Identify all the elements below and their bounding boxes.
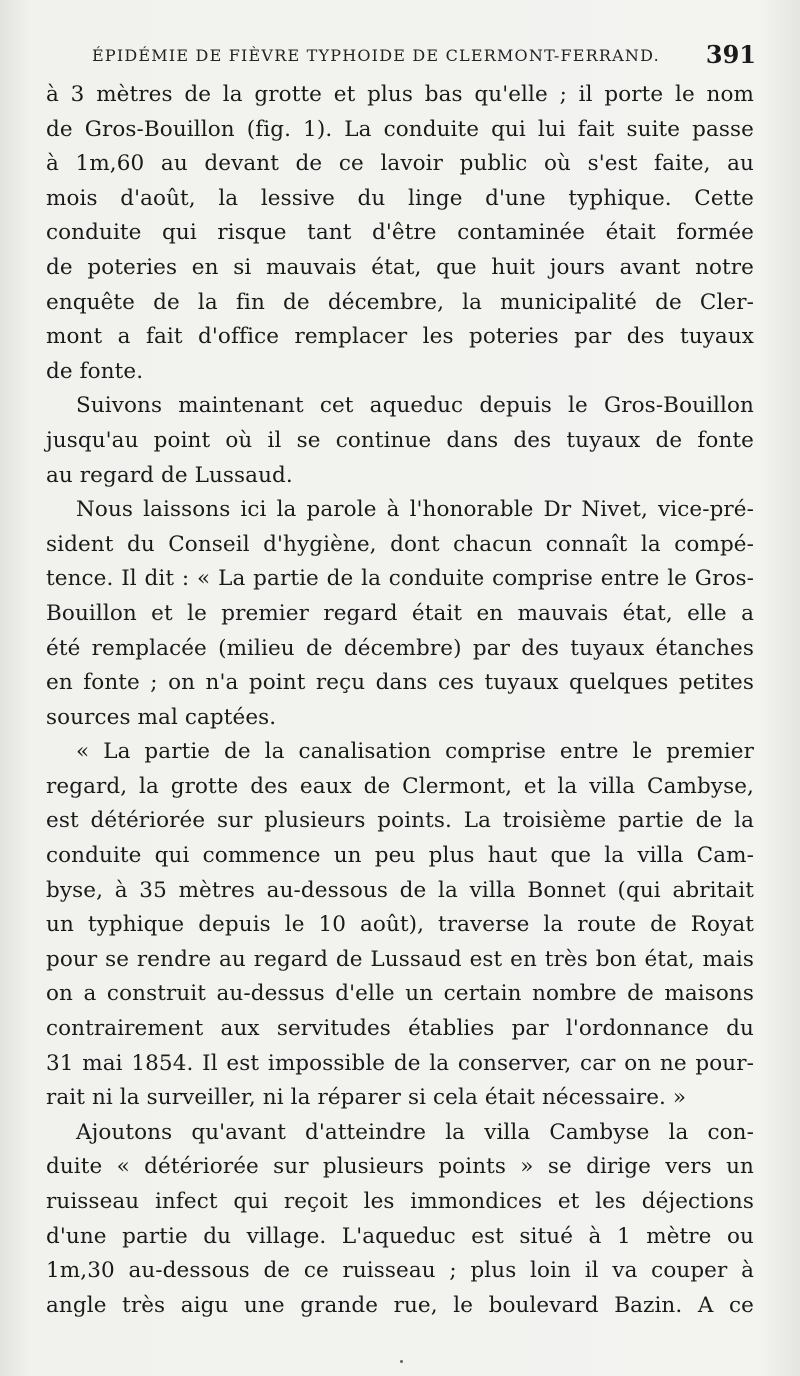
text-line: jusqu'au point où il se continue dans des tuyaux de fonte <box>46 427 754 453</box>
page-number: 391 <box>705 40 756 69</box>
text-line: un typhique depuis le 10 août), traverse la route de Royat <box>46 912 754 938</box>
text-line: de Gros-Bouillon (fig. 1). La conduite qui lui fait suite passe <box>46 116 754 142</box>
text-line: « La partie de la canalisation comprise entre le premier <box>76 739 754 765</box>
text-line: 31 mai 1854. Il est impossible de la conserver, car on ne pour- <box>46 1050 754 1076</box>
text-line: à 1m,60 au devant de ce lavoir public où s'est faite, au <box>46 151 754 177</box>
text-line: en fonte ; on n'a point reçu dans ces tuyaux quelques petites <box>46 670 754 696</box>
text-line: byse, à 35 mètres au-dessous de la villa Bonnet (qui abritait <box>46 877 754 903</box>
text-line: conduite qui commence un peu plus haut que la villa Cam- <box>46 843 754 869</box>
text-line: sources mal captées. <box>46 704 277 730</box>
text-line: pour se rendre au regard de Lussaud est en très bon état, mais <box>46 946 754 972</box>
print-speck <box>400 1360 403 1363</box>
text-line: rait ni la surveiller, ni la réparer si cela était nécessaire. » <box>46 1085 687 1111</box>
text-line: de fonte. <box>46 358 144 384</box>
text-line: tence. Il dit : « La partie de la conduite comprise entre le Gros- <box>46 566 754 592</box>
page-header <box>92 38 756 74</box>
text-line: enquête de la fin de décembre, la municipalité de Cler- <box>46 289 754 315</box>
text-line: regard, la grotte des eaux de Clermont, et la villa Cambyse, <box>46 773 754 799</box>
running-title: ÉPIDÉMIE DE FIÈVRE TYPHOIDE DE CLERMONT-FERRAND. <box>92 46 660 65</box>
text-line: Bouillon et le premier regard était en mauvais état, elle a <box>46 600 754 626</box>
text-line: Ajoutons qu'avant d'atteindre la villa Cambyse la con- <box>76 1119 754 1145</box>
text-line: mois d'août, la lessive du linge d'une typhique. Cette <box>46 185 754 211</box>
text-line: 1m,30 au-dessous de ce ruisseau ; plus loin il va couper à <box>46 1258 754 1284</box>
text-line: de poteries en si mauvais état, que huit jours avant notre <box>46 254 754 280</box>
text-line: est détériorée sur plusieurs points. La troisième partie de la <box>46 808 754 834</box>
text-line: au regard de Lussaud. <box>46 462 293 488</box>
text-line: Nous laissons ici la parole à l'honorable Dr Nivet, vice-pré- <box>76 497 754 523</box>
body-text <box>46 78 754 1323</box>
text-line: ruisseau infect qui reçoit les immondices et les déjections <box>46 1189 754 1214</box>
text-line: à 3 mètres de la grotte et plus bas qu'elle ; il porte le nom <box>46 82 754 107</box>
text-line: sident du Conseil d'hygiène, dont chacun connaît la compé- <box>46 531 754 557</box>
text-line: mont a fait d'office remplacer les poteries par des tuyaux <box>46 324 754 350</box>
text-line: contrairement aux servitudes établies par l'ordonnance du <box>46 1016 754 1042</box>
text-line: angle très aigu une grande rue, le boulevard Bazin. A ce <box>46 1292 754 1318</box>
text-line: conduite qui risque tant d'être contaminée était formée <box>46 220 754 246</box>
text-line: Suivons maintenant cet aqueduc depuis le Gros-Bouillon <box>76 393 754 419</box>
text-line: été remplacée (milieu de décembre) par des tuyaux étanches <box>46 635 754 661</box>
text-line: duite « détériorée sur plusieurs points » se dirige vers un <box>46 1154 754 1180</box>
text-line: d'une partie du village. L'aqueduc est situé à 1 mètre ou <box>46 1223 754 1249</box>
text-line: on a construit au-dessus d'elle un certain nombre de maisons <box>46 981 754 1007</box>
